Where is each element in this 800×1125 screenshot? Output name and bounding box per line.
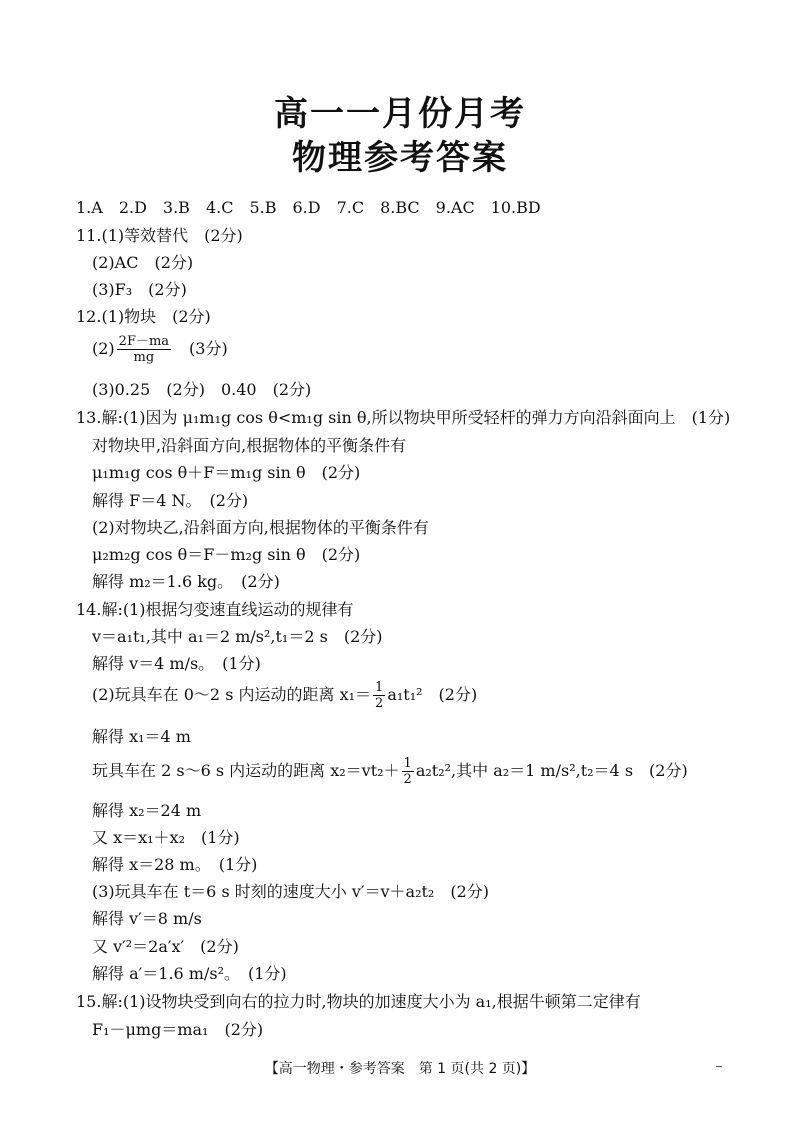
fraction	[402, 756, 414, 787]
answer-12-2-prefix: (2)	[92, 339, 115, 358]
answer-14-x2-equation	[92, 756, 688, 787]
answer-13-equation: μ₁m₁g cos θ＋F＝m₁g sin θ (2分)	[92, 463, 361, 482]
answer-11-1: 11.(1)等效替代 (2分)	[76, 226, 243, 245]
answer-13-1: 13.解:(1)因为 μ₁m₁g cos θ<m₁g sin θ,所以物块甲所受轻杆的弹力方向沿斜面向上 (1分)	[76, 408, 731, 427]
answer-13-2: (2)对物块乙,沿斜面方向,根据物体的平衡条件有	[92, 518, 429, 537]
answer-12-3: (3)0.25 (2分) 0.40 (2分)	[92, 380, 312, 399]
answer-14-x2-suffix: a₂t₂²,其中 a₂＝1 m/s²,t₂＝4 s (2分)	[415, 761, 688, 780]
answer-12-2	[92, 334, 228, 365]
fraction	[117, 334, 171, 365]
answer-14-1: 14.解:(1)根据匀变速直线运动的规律有	[76, 600, 354, 619]
corner-mark	[716, 1066, 722, 1067]
fraction-denominator: 2	[403, 772, 412, 787]
answer-15-equation: F₁－μmg＝ma₁ (2分)	[92, 1020, 264, 1039]
answer-14-x2-prefix: 玩具车在 2 s～6 s 内运动的距离 x₂＝vt₂＋	[92, 761, 400, 780]
answer-14-x2: 解得 x₂＝24 m	[92, 801, 202, 820]
answer-14-2-prefix: (2)玩具车在 0～2 s 内运动的距离 x₁＝	[92, 685, 372, 704]
answer-13-result-2: 解得 m₂＝1.6 kg。 (2分)	[92, 572, 280, 591]
fraction-numerator: 2F－ma	[118, 334, 170, 349]
answer-14-v2: 又 v′²＝2a′x′ (2分)	[92, 937, 239, 956]
page-title: 高一一月份月考	[274, 94, 526, 134]
answer-14-a: 解得 a′＝1.6 m/s²。 (1分)	[92, 964, 287, 983]
fraction-denominator: mg	[133, 350, 155, 365]
answer-12-1: 12.(1)物块 (2分)	[76, 307, 211, 326]
answer-13-text: 对物块甲,沿斜面方向,根据物体的平衡条件有	[92, 436, 407, 455]
page-subtitle: 物理参考答案	[292, 138, 508, 178]
answer-14-x1: 解得 x₁＝4 m	[92, 727, 191, 746]
page-footer: 【高一物理・参考答案 第 1 页(共 2 页)】	[264, 1061, 536, 1077]
answer-14-3: (3)玩具车在 t＝6 s 时刻的速度大小 v′＝v＋a₂t₂ (2分)	[92, 882, 490, 901]
answer-11-3: (3)F₃ (2分)	[92, 280, 187, 299]
answer-14-v: 解得 v′＝8 m/s	[92, 909, 202, 928]
answer-14-2	[92, 680, 477, 711]
answer-15-1: 15.解:(1)设物块受到向右的拉力时,物块的加速度大小为 a₁,根据牛顿第二定律有	[76, 992, 641, 1011]
fraction-numerator: 1	[375, 680, 384, 695]
fraction	[373, 680, 385, 711]
fraction-denominator: 2	[375, 696, 384, 711]
fraction-numerator: 1	[403, 756, 412, 771]
answer-14-equation: v＝a₁t₁,其中 a₁＝2 m/s²,t₁＝2 s (2分)	[92, 627, 383, 646]
answer-12-2-suffix: (3分)	[173, 339, 228, 358]
answer-14-2-suffix: a₁t₁² (2分)	[387, 685, 478, 704]
answer-14-result: 解得 v＝4 m/s。 (1分)	[92, 654, 261, 673]
answer-choices-line: 1.A 2.D 3.B 4.C 5.B 6.D 7.C 8.BC 9.AC 10.BD	[76, 198, 541, 217]
answer-13-equation-2: μ₂m₂g cos θ＝F－m₂g sin θ (2分)	[92, 545, 361, 564]
answer-14-x: 解得 x＝28 m。 (1分)	[92, 855, 258, 874]
answer-13-result: 解得 F＝4 N。 (2分)	[92, 491, 249, 510]
answer-11-2: (2)AC (2分)	[92, 253, 194, 272]
answer-14-sum: 又 x＝x₁＋x₂ (1分)	[92, 828, 240, 847]
